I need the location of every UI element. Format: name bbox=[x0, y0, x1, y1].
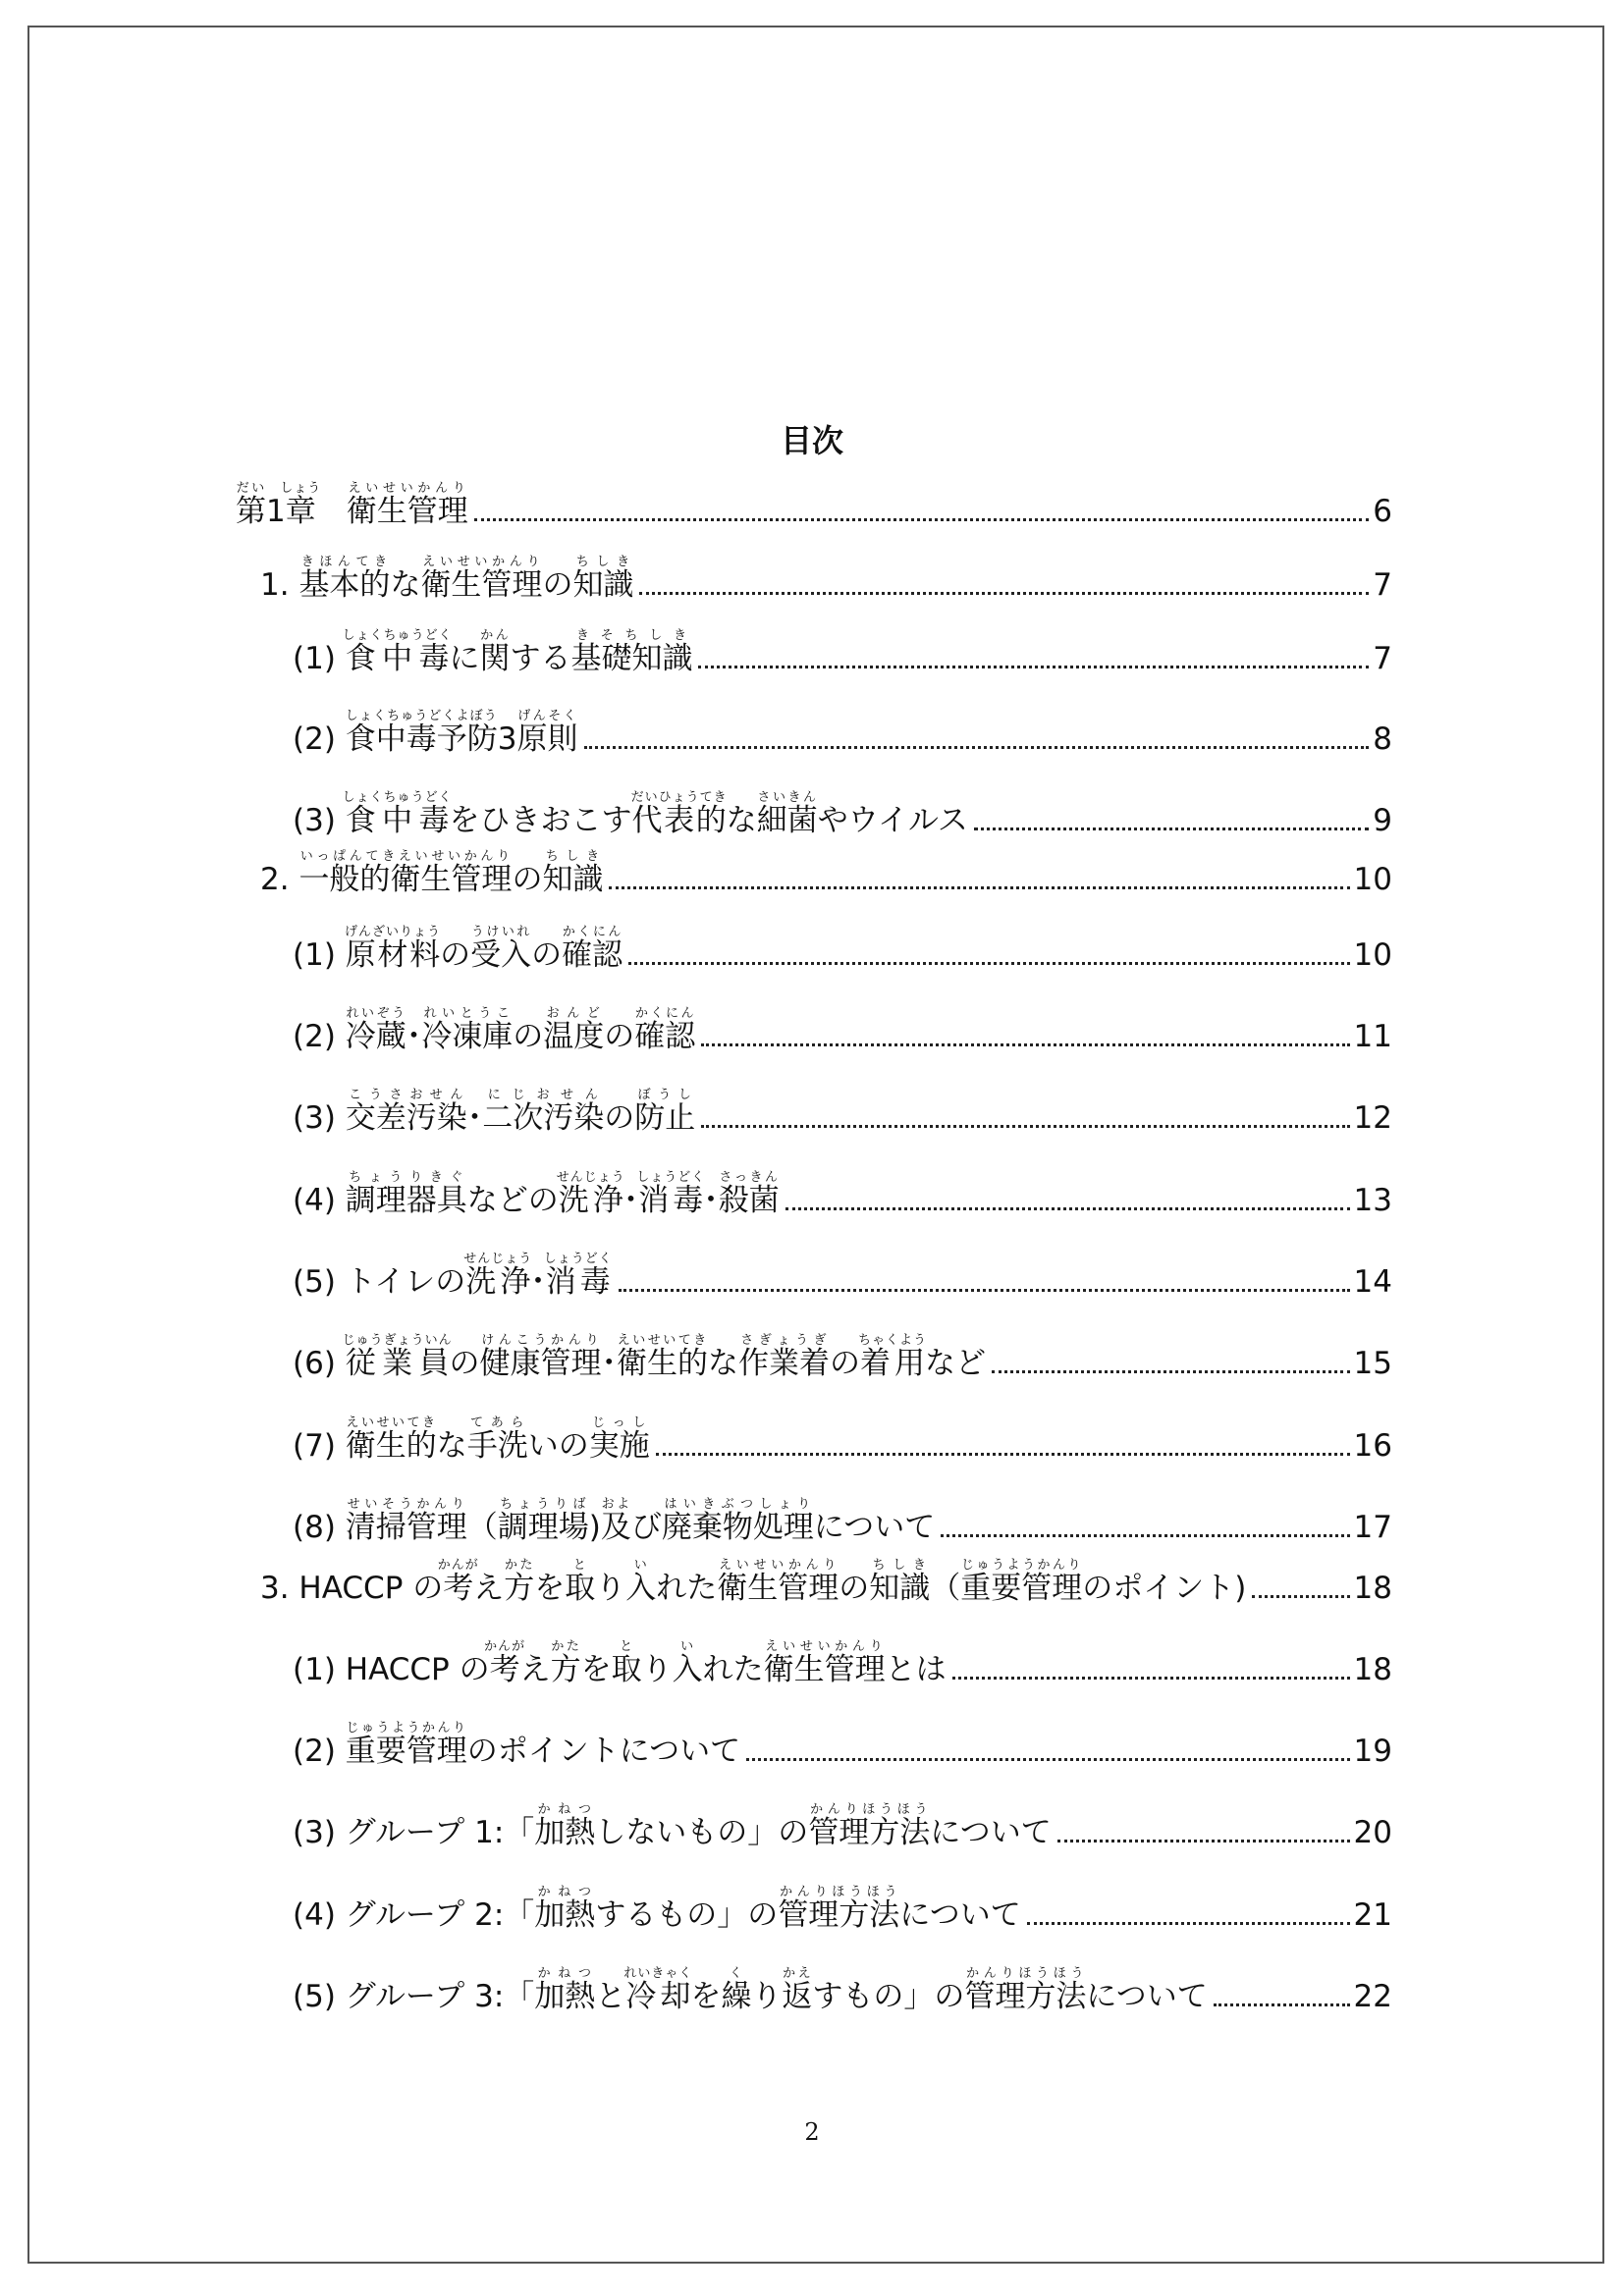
leader-dots bbox=[785, 1207, 1350, 1210]
toc-entry[interactable] bbox=[293, 1966, 1392, 2014]
toc-entry[interactable] bbox=[293, 790, 1392, 838]
toc-entry[interactable] bbox=[293, 709, 1392, 757]
toc-entry[interactable] bbox=[293, 1333, 1392, 1381]
toc-entry-label bbox=[293, 1639, 947, 1687]
label-text: (1) bbox=[293, 937, 346, 973]
toc-entry-label bbox=[293, 628, 692, 676]
furigana: だい bbox=[236, 481, 266, 496]
ruby-word: 廃棄物処理はいきぶつしょり bbox=[661, 1497, 814, 1545]
toc-entry[interactable] bbox=[260, 1558, 1392, 1606]
furigana: さいきん bbox=[756, 790, 818, 805]
furigana: ちしき bbox=[572, 555, 634, 569]
furigana: かんが bbox=[484, 1639, 526, 1654]
label-text: やウイルス bbox=[817, 803, 968, 838]
ruby-word: 考かんが bbox=[484, 1639, 526, 1687]
ruby-word: 加熱かねつ bbox=[534, 1966, 596, 2014]
leader-dots bbox=[952, 1677, 1350, 1680]
toc-entry[interactable] bbox=[260, 555, 1392, 603]
label-text: トイレの bbox=[345, 1264, 466, 1300]
ruby-word: 知識ちしき bbox=[572, 555, 634, 603]
ruby-word: 重要管理じゅうようかんり bbox=[960, 1558, 1083, 1606]
ruby-word: 確認かくにん bbox=[562, 925, 623, 973]
furigana: おんど bbox=[543, 1006, 605, 1021]
label-text: など bbox=[924, 1346, 986, 1381]
ruby-word: 確認かくにん bbox=[634, 1006, 696, 1054]
furigana: かん bbox=[479, 628, 511, 643]
toc-entry-label bbox=[260, 849, 603, 897]
leader-dots bbox=[584, 746, 1370, 749]
label-text: （ bbox=[466, 1510, 498, 1545]
label-text: な bbox=[436, 1428, 467, 1464]
toc-entry[interactable] bbox=[260, 849, 1392, 897]
furigana: い bbox=[625, 1558, 657, 1573]
furigana: せいそうかんり bbox=[345, 1497, 467, 1512]
toc-entry-label bbox=[260, 1558, 1246, 1606]
ruby-word: 繰く bbox=[721, 1966, 752, 2014]
furigana: だいひょうてき bbox=[630, 790, 728, 805]
ruby-word: 殺菌さっきん bbox=[718, 1170, 780, 1218]
ruby-word: 管理方法かんりほうほう bbox=[808, 1802, 931, 1850]
label-text: (5) グループ 3:「 bbox=[293, 1979, 535, 2014]
furigana: げんそく bbox=[516, 709, 578, 723]
ruby-word: 洗浄せんじょう bbox=[463, 1252, 533, 1300]
ruby-word: 従業員じゅうぎょういん bbox=[342, 1333, 453, 1381]
label-text: れた bbox=[702, 1652, 764, 1687]
label-text: について bbox=[1086, 1979, 1208, 2014]
furigana: いっぱんてきえいせいかんり bbox=[298, 849, 513, 864]
furigana: えいせいかんり bbox=[763, 1639, 886, 1654]
leader-dots bbox=[619, 1289, 1350, 1292]
ruby-word: 二次汚染にじおせん bbox=[482, 1088, 605, 1136]
furigana: しょくちゅうどくよぼう bbox=[345, 709, 498, 723]
label-text: り bbox=[641, 1652, 673, 1687]
label-text: をひきおこす bbox=[449, 803, 632, 838]
label-text: り bbox=[595, 1571, 626, 1606]
toc-page-number: 22 bbox=[1353, 1979, 1392, 2014]
ruby-word: 基礎知識きそちしき bbox=[570, 628, 693, 676]
ruby-word: 衛生的えいせいてき bbox=[616, 1333, 708, 1381]
label-text: を bbox=[690, 1979, 722, 2014]
label-text: (4) グループ 2:「 bbox=[293, 1897, 535, 1933]
toc-entry-label bbox=[293, 925, 623, 973]
toc-entry-label bbox=[293, 1252, 613, 1300]
toc-entry[interactable] bbox=[236, 481, 1392, 529]
furigana: げんざいりょう bbox=[344, 925, 441, 939]
furigana: えいせいかんり bbox=[420, 555, 543, 569]
furigana: かんが bbox=[437, 1558, 479, 1573]
label-text: (7) bbox=[293, 1428, 346, 1464]
ruby-word: 冷却れいきゃく bbox=[623, 1966, 693, 2014]
ruby-word: 調理器具ちょうりきぐ bbox=[345, 1170, 467, 1218]
toc-page-number: 10 bbox=[1353, 862, 1392, 897]
ruby-word: 衛生管理えいせいかんり bbox=[717, 1558, 839, 1606]
ruby-word: 衛生管理えいせいかんり bbox=[420, 555, 543, 603]
ruby-word: 第だい bbox=[236, 481, 266, 529]
ruby-word: 調理場ちょうりば bbox=[497, 1497, 589, 1545]
toc-entry-label bbox=[293, 1497, 935, 1545]
furigana: かねつ bbox=[534, 1802, 596, 1817]
furigana: じっし bbox=[588, 1415, 650, 1430]
toc-title: 目次 bbox=[780, 422, 843, 459]
ruby-word: 知識ちしき bbox=[542, 849, 604, 897]
label-text: な bbox=[390, 567, 421, 603]
label-text: (4) bbox=[293, 1183, 346, 1218]
ruby-word: 関かん bbox=[479, 628, 511, 676]
ruby-word: 着用ちゃくよう bbox=[857, 1333, 927, 1381]
furigana: じゅうようかんり bbox=[345, 1721, 467, 1735]
furigana: さっきん bbox=[718, 1170, 780, 1185]
label-text: の bbox=[604, 1019, 635, 1054]
toc-entry[interactable] bbox=[293, 1088, 1392, 1136]
leader-dots bbox=[941, 1534, 1349, 1537]
label-text: な bbox=[726, 803, 757, 838]
label-text: について bbox=[899, 1897, 1021, 1933]
toc-entry-label bbox=[260, 555, 633, 603]
furigana: しょうどく bbox=[636, 1170, 706, 1185]
label-text: え bbox=[519, 1652, 551, 1687]
label-text: ･ bbox=[530, 1264, 546, 1300]
ruby-word: 受入うけいれ bbox=[470, 925, 532, 973]
furigana: ちしき bbox=[542, 849, 604, 864]
furigana: ちゃくよう bbox=[857, 1333, 927, 1348]
label-text: 3 bbox=[497, 721, 517, 757]
furigana: うけいれ bbox=[470, 925, 532, 939]
toc-entry[interactable] bbox=[293, 1415, 1392, 1464]
furigana: れいぞう bbox=[345, 1006, 406, 1021]
furigana: かえ bbox=[782, 1966, 813, 1981]
ruby-word: 衛生管理えいせいかんり bbox=[763, 1639, 886, 1687]
page-number: 2 bbox=[804, 2118, 820, 2146]
furigana: かんりほうほう bbox=[778, 1885, 900, 1899]
furigana: およ bbox=[600, 1497, 631, 1512]
toc-page-number: 10 bbox=[1353, 937, 1392, 973]
label-text: (3) グループ 1:「 bbox=[293, 1815, 535, 1850]
label-text: の bbox=[531, 937, 563, 973]
toc-page-number: 17 bbox=[1353, 1510, 1392, 1545]
toc-entry-label bbox=[293, 1006, 695, 1054]
toc-page-number: 14 bbox=[1353, 1264, 1392, 1300]
furigana: じゅうようかんり bbox=[960, 1558, 1083, 1573]
ruby-word: 洗浄せんじょう bbox=[556, 1170, 625, 1218]
ruby-word: 原則げんそく bbox=[516, 709, 578, 757]
furigana: かくにん bbox=[562, 925, 623, 939]
label-text: するもの」の bbox=[595, 1897, 779, 1933]
leader-dots bbox=[1057, 1840, 1350, 1842]
leader-dots bbox=[1252, 1595, 1349, 1598]
toc-page-number: 18 bbox=[1353, 1652, 1392, 1687]
label-text: (5) bbox=[293, 1264, 346, 1300]
toc-entry[interactable] bbox=[293, 1885, 1392, 1933]
furigana: しょう bbox=[280, 481, 322, 496]
ruby-word: 消毒しょうどく bbox=[636, 1170, 706, 1218]
label-text: (3) bbox=[293, 1100, 346, 1136]
ruby-word: 取と bbox=[565, 1558, 596, 1606]
label-text: (1) bbox=[293, 641, 346, 676]
label-text: れた bbox=[656, 1571, 718, 1606]
label-text: 3. HACCP の bbox=[260, 1571, 444, 1606]
label-text: び bbox=[630, 1510, 662, 1545]
furigana: かねつ bbox=[534, 1966, 596, 1981]
furigana: かた bbox=[504, 1558, 535, 1573]
label-text: と bbox=[595, 1979, 626, 2014]
furigana: せんじょう bbox=[556, 1170, 625, 1185]
leader-dots bbox=[1027, 1922, 1350, 1925]
ruby-word: 及およ bbox=[600, 1497, 631, 1545]
label-text: などの bbox=[466, 1183, 559, 1218]
leader-dots bbox=[746, 1758, 1349, 1761]
furigana: かくにん bbox=[634, 1006, 696, 1021]
toc-entry-label bbox=[293, 790, 968, 838]
toc-entry-label bbox=[293, 1802, 1052, 1850]
ruby-word: 取と bbox=[611, 1639, 642, 1687]
label-text: え bbox=[473, 1571, 505, 1606]
toc-entry-label bbox=[236, 481, 468, 529]
toc-entry[interactable] bbox=[293, 1170, 1392, 1218]
label-text: ･ bbox=[466, 1100, 483, 1136]
furigana: しょうどく bbox=[543, 1252, 613, 1266]
ruby-word: 食中毒しょくちゅうどく bbox=[342, 790, 453, 838]
label-text: の bbox=[512, 862, 543, 897]
furigana: こうさおせん bbox=[345, 1088, 467, 1102]
label-text: の bbox=[604, 1100, 635, 1136]
furigana: ちょうりきぐ bbox=[345, 1170, 467, 1185]
ruby-word: 方かた bbox=[504, 1558, 535, 1606]
leader-dots bbox=[701, 1043, 1349, 1046]
label-text: 1. bbox=[260, 567, 299, 603]
label-text: (3) bbox=[293, 803, 346, 838]
furigana: えいせいてき bbox=[345, 1415, 437, 1430]
ruby-word: 管理方法かんりほうほう bbox=[964, 1966, 1087, 2014]
ruby-word: 冷蔵れいぞう bbox=[345, 1006, 406, 1054]
ruby-word: 重要管理じゅうようかんり bbox=[345, 1721, 467, 1769]
furigana: かねつ bbox=[534, 1885, 596, 1899]
label-text: ･ bbox=[601, 1346, 617, 1381]
toc-entry[interactable] bbox=[293, 1252, 1392, 1300]
toc-entry[interactable] bbox=[293, 1497, 1392, 1545]
label-text: の bbox=[440, 937, 471, 973]
furigana: れいとうこ bbox=[421, 1006, 514, 1021]
leader-dots bbox=[1214, 2003, 1350, 2006]
toc-entry[interactable] bbox=[293, 628, 1392, 676]
label-text: すもの」の bbox=[812, 1979, 965, 2014]
toc-page-number: 19 bbox=[1353, 1734, 1392, 1769]
toc-page-number: 6 bbox=[1373, 494, 1392, 529]
furigana: じゅうぎょういん bbox=[342, 1333, 453, 1348]
ruby-word: 管理方法かんりほうほう bbox=[778, 1885, 900, 1933]
ruby-word: 衛生的えいせいてき bbox=[345, 1415, 437, 1464]
ruby-word: 考かんが bbox=[437, 1558, 479, 1606]
toc-entry-label bbox=[293, 1885, 1021, 1933]
label-text: (8) bbox=[293, 1510, 346, 1545]
label-text: ) bbox=[588, 1510, 601, 1545]
leader-dots bbox=[639, 592, 1369, 595]
label-text: 2. bbox=[260, 862, 299, 897]
leader-dots bbox=[701, 1125, 1349, 1128]
furigana: えいせいかんり bbox=[717, 1558, 839, 1573]
furigana: さぎょうぎ bbox=[737, 1333, 830, 1348]
ruby-word: 入い bbox=[672, 1639, 703, 1687]
label-text: について bbox=[813, 1510, 936, 1545]
furigana: かた bbox=[550, 1639, 581, 1654]
toc-page-number: 7 bbox=[1373, 567, 1392, 603]
ruby-word: 作業着さぎょうぎ bbox=[737, 1333, 830, 1381]
toc-entry-label bbox=[293, 1721, 740, 1769]
leader-dots bbox=[698, 666, 1369, 668]
ruby-word: 防止ぼうし bbox=[634, 1088, 696, 1136]
label-text: いの bbox=[527, 1428, 589, 1464]
label-text: (2) bbox=[293, 1734, 346, 1769]
label-text: する bbox=[510, 641, 571, 676]
toc-entry-label bbox=[293, 1966, 1208, 2014]
furigana: れいきゃく bbox=[623, 1966, 693, 1981]
label-text: 1 bbox=[266, 494, 286, 529]
furigana: にじおせん bbox=[482, 1088, 605, 1102]
toc-entry-label bbox=[293, 709, 578, 757]
leader-dots bbox=[474, 518, 1370, 521]
leader-dots bbox=[628, 962, 1349, 965]
ruby-word: 一般的衛生管理いっぱんてきえいせいかんり bbox=[298, 849, 513, 897]
toc-page-number: 8 bbox=[1373, 721, 1392, 757]
label-text: のポイントについて bbox=[466, 1734, 741, 1769]
ruby-word: 方かた bbox=[550, 1639, 581, 1687]
ruby-word: 清掃管理せいそうかんり bbox=[345, 1497, 467, 1545]
label-text: の bbox=[449, 1346, 480, 1381]
ruby-word: 実施じっし bbox=[588, 1415, 650, 1464]
ruby-word: 健康管理けんこうかんり bbox=[479, 1333, 602, 1381]
label-text: な bbox=[707, 1346, 738, 1381]
ruby-word: 加熱かねつ bbox=[534, 1885, 596, 1933]
leader-dots bbox=[609, 886, 1349, 889]
label-text: に bbox=[449, 641, 480, 676]
label-text: の bbox=[542, 567, 573, 603]
toc-page-number: 9 bbox=[1373, 803, 1392, 838]
label-text bbox=[316, 494, 347, 529]
toc-entry-label bbox=[293, 1170, 780, 1218]
label-text: (2) bbox=[293, 1019, 346, 1054]
furigana: ぼうし bbox=[634, 1088, 696, 1102]
toc-entry[interactable] bbox=[293, 1639, 1392, 1687]
furigana: く bbox=[721, 1966, 752, 1981]
label-text: (2) bbox=[293, 721, 346, 757]
toc-page-number: 11 bbox=[1353, 1019, 1392, 1054]
ruby-word: 章しょう bbox=[280, 481, 322, 529]
furigana: えいせいかんり bbox=[346, 481, 468, 496]
label-text: （ bbox=[930, 1571, 961, 1606]
furigana: しょくちゅうどく bbox=[342, 790, 453, 805]
toc-entry-label bbox=[293, 1415, 650, 1464]
furigana: しょくちゅうどく bbox=[342, 628, 453, 643]
ruby-word: 代表的だいひょうてき bbox=[630, 790, 728, 838]
furigana: せんじょう bbox=[463, 1252, 533, 1266]
toc-page-number: 16 bbox=[1353, 1428, 1392, 1464]
ruby-word: 加熱かねつ bbox=[534, 1802, 596, 1850]
label-text: について bbox=[930, 1815, 1052, 1850]
label-text: のポイント) bbox=[1082, 1571, 1247, 1606]
furigana: はいきぶつしょり bbox=[661, 1497, 814, 1512]
label-text: (6) bbox=[293, 1346, 346, 1381]
ruby-word: 原材料げんざいりょう bbox=[344, 925, 441, 973]
furigana: きそちしき bbox=[570, 628, 693, 643]
toc-page-number: 21 bbox=[1353, 1897, 1392, 1933]
toc-entry-label bbox=[293, 1088, 695, 1136]
furigana: かんりほうほう bbox=[808, 1802, 931, 1817]
furigana: けんこうかんり bbox=[479, 1333, 602, 1348]
toc-entry[interactable] bbox=[293, 1006, 1392, 1054]
furigana: と bbox=[565, 1558, 596, 1573]
toc-page-number: 20 bbox=[1353, 1815, 1392, 1850]
furigana: きほんてき bbox=[298, 555, 391, 569]
label-text: の bbox=[513, 1019, 544, 1054]
furigana: と bbox=[611, 1639, 642, 1654]
ruby-word: 細菌さいきん bbox=[756, 790, 818, 838]
ruby-word: 入い bbox=[625, 1558, 657, 1606]
ruby-word: 消毒しょうどく bbox=[543, 1252, 613, 1300]
label-text: ･ bbox=[406, 1019, 422, 1054]
ruby-word: 手洗てあら bbox=[466, 1415, 528, 1464]
ruby-word: 温度おんど bbox=[543, 1006, 605, 1054]
leader-dots bbox=[992, 1370, 1350, 1373]
toc-entry[interactable] bbox=[293, 925, 1392, 973]
label-text: り bbox=[751, 1979, 783, 2014]
ruby-word: 食中毒しょくちゅうどく bbox=[342, 628, 453, 676]
ruby-word: 基本的きほんてき bbox=[298, 555, 391, 603]
furigana: ちょうりば bbox=[497, 1497, 589, 1512]
ruby-word: 知識ちしき bbox=[869, 1558, 931, 1606]
ruby-word: 返かえ bbox=[782, 1966, 813, 2014]
ruby-word: 食中毒予防しょくちゅうどくよぼう bbox=[345, 709, 498, 757]
toc-entry[interactable] bbox=[293, 1721, 1392, 1769]
toc-entry[interactable] bbox=[293, 1802, 1392, 1850]
label-text: しないもの」の bbox=[595, 1815, 809, 1850]
ruby-word: 冷凍庫れいとうこ bbox=[421, 1006, 514, 1054]
label-text: ･ bbox=[703, 1183, 719, 1218]
leader-dots bbox=[974, 828, 1369, 830]
furigana: ちしき bbox=[869, 1558, 931, 1573]
toc-page-number: 12 bbox=[1353, 1100, 1392, 1136]
toc-page-number: 18 bbox=[1353, 1571, 1392, 1606]
label-text: ･ bbox=[623, 1183, 639, 1218]
toc-page-number: 13 bbox=[1353, 1183, 1392, 1218]
label-text: の bbox=[829, 1346, 860, 1381]
label-text: を bbox=[580, 1652, 612, 1687]
toc-entry-label bbox=[293, 1333, 986, 1381]
leader-dots bbox=[656, 1453, 1350, 1456]
label-text: (1) HACCP の bbox=[293, 1652, 490, 1687]
toc-page-number: 15 bbox=[1353, 1346, 1392, 1381]
furigana: い bbox=[672, 1639, 703, 1654]
label-text: の bbox=[839, 1571, 870, 1606]
furigana: てあら bbox=[466, 1415, 528, 1430]
furigana: かんりほうほう bbox=[964, 1966, 1087, 1981]
ruby-word: 衛生管理えいせいかんり bbox=[346, 481, 468, 529]
ruby-word: 交差汚染こうさおせん bbox=[345, 1088, 467, 1136]
label-text: を bbox=[534, 1571, 566, 1606]
label-text: とは bbox=[885, 1652, 947, 1687]
toc-page-number: 7 bbox=[1373, 641, 1392, 676]
furigana: えいせいてき bbox=[616, 1333, 708, 1348]
